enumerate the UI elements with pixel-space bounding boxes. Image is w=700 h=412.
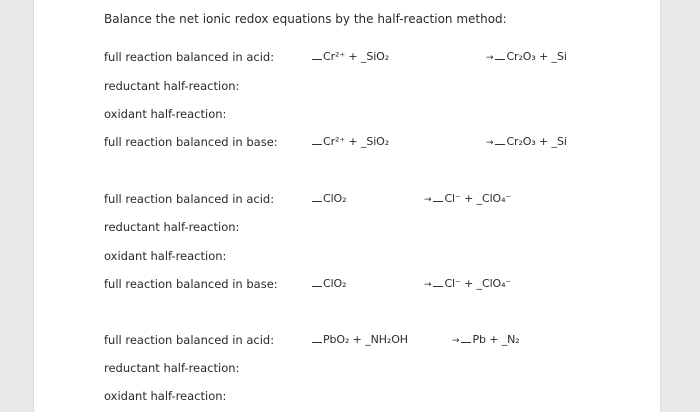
reactants-text: Cr²⁺ + _SiO₂ — [323, 50, 390, 63]
acid-label: full reaction balanced in acid: — [104, 50, 275, 64]
products-text: Cr₂O₃ + _Si — [506, 50, 567, 63]
acid-label: full reaction balanced in acid: — [104, 333, 275, 347]
products — [486, 50, 567, 63]
products — [452, 333, 520, 346]
products-text: Cl⁻ + _ClO₄⁻ — [444, 192, 512, 205]
reaction-arrow: → — [486, 138, 494, 148]
reductant-label: reductant half-reaction: — [104, 361, 240, 375]
coefficient-blank[interactable] — [495, 135, 505, 145]
oxidant-label: oxidant half-reaction: — [104, 249, 227, 263]
reactants — [312, 135, 389, 148]
coefficient-blank[interactable] — [495, 50, 505, 60]
reaction-arrow: → — [424, 280, 432, 290]
reactants — [312, 333, 408, 346]
reaction-arrow: → — [486, 53, 494, 63]
products-text: Cr₂O₃ + _Si — [506, 135, 567, 148]
coefficient-blank[interactable] — [312, 135, 322, 145]
oxidant-label: oxidant half-reaction: — [104, 107, 227, 121]
oxidant-label: oxidant half-reaction: — [104, 389, 227, 403]
reactants — [312, 277, 346, 290]
coefficient-blank[interactable] — [433, 277, 443, 287]
acid-label: full reaction balanced in acid: — [104, 192, 275, 206]
reductant-label: reductant half-reaction: — [104, 220, 240, 234]
products-text: Pb + _N₂ — [472, 333, 520, 346]
reaction-arrow: → — [452, 336, 460, 346]
reactants-text: PbO₂ + _NH₂OH — [323, 333, 408, 346]
coefficient-blank[interactable] — [312, 50, 322, 60]
reactants — [312, 50, 389, 63]
reductant-label: reductant half-reaction: — [104, 79, 240, 93]
instructions-heading: Balance the net ionic redox equations by the half-reaction method: — [104, 12, 507, 26]
coefficient-blank[interactable] — [461, 333, 471, 343]
coefficient-blank[interactable] — [312, 333, 322, 343]
coefficient-blank[interactable] — [433, 192, 443, 202]
reactants-text: ClO₂ — [323, 192, 347, 205]
products — [424, 277, 511, 290]
reaction-arrow: → — [424, 195, 432, 205]
products-text: Cl⁻ + _ClO₄⁻ — [444, 277, 512, 290]
base-label: full reaction balanced in base: — [104, 135, 278, 149]
reactants-text: Cr²⁺ + _SiO₂ — [323, 135, 390, 148]
products — [424, 192, 511, 205]
coefficient-blank[interactable] — [312, 192, 322, 202]
products — [486, 135, 567, 148]
base-label: full reaction balanced in base: — [104, 277, 278, 291]
reactants-text: ClO₂ — [323, 277, 347, 290]
coefficient-blank[interactable] — [312, 277, 322, 287]
reactants — [312, 192, 346, 205]
